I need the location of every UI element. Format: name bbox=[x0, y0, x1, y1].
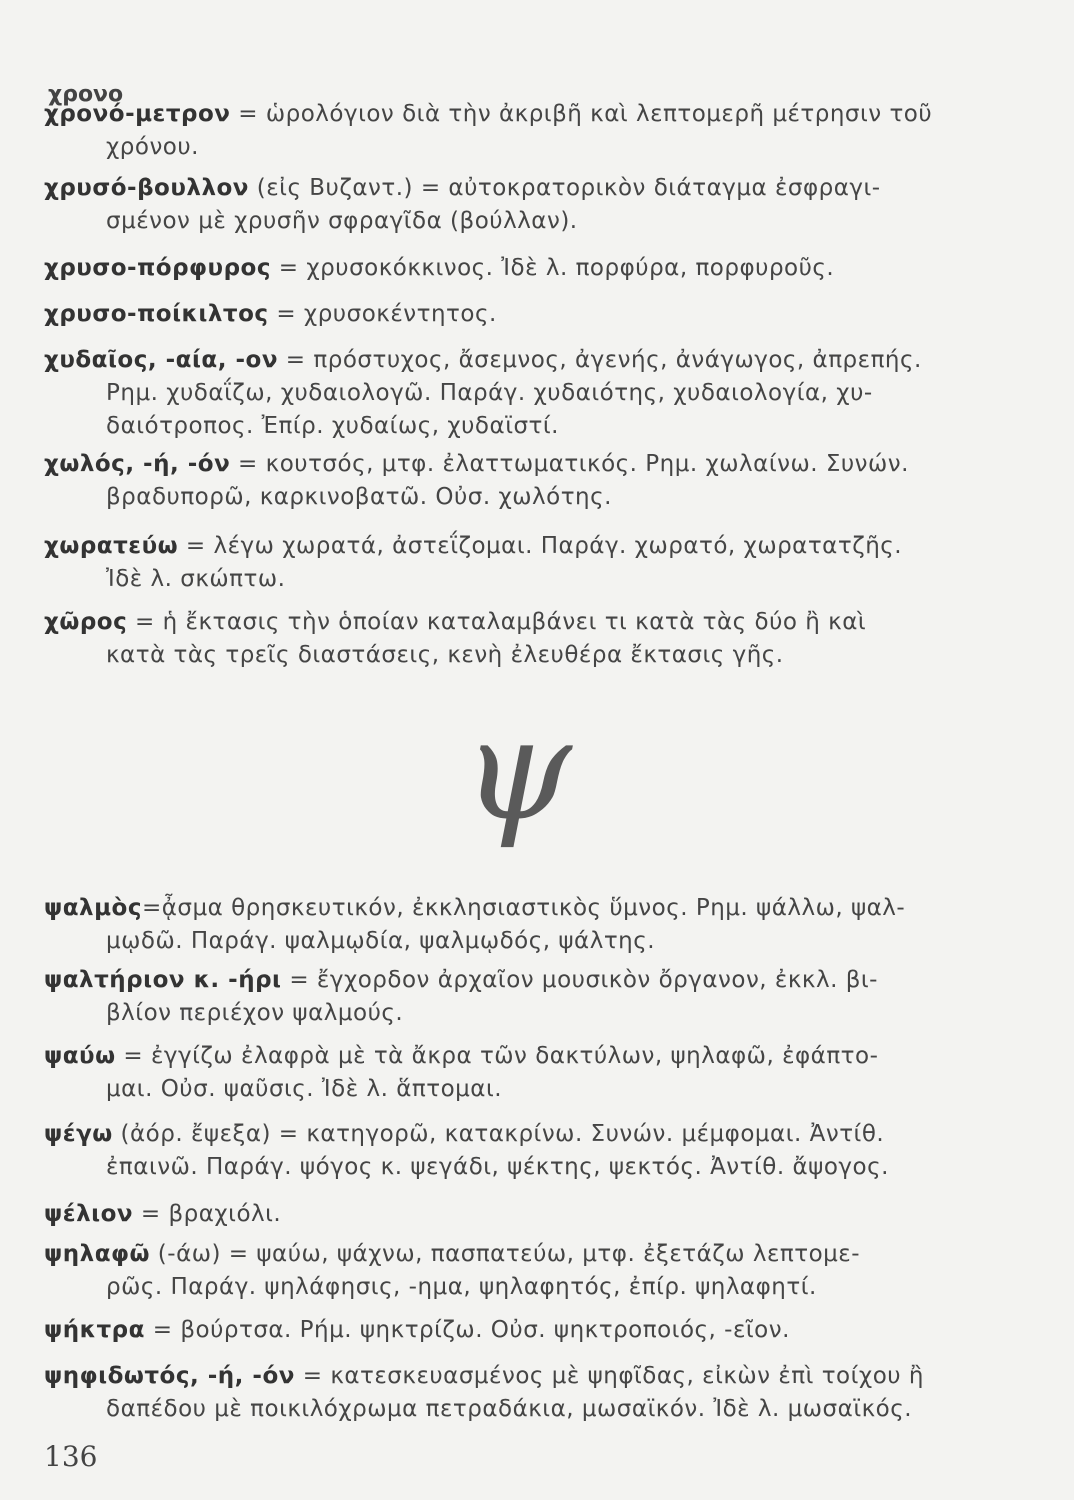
headword: ψαλμὸς bbox=[44, 895, 142, 921]
headword: ψαύω bbox=[44, 1043, 116, 1069]
definition: (εἰς Βυζαντ.) = αὐτοκρατορικὸν διάταγμα ἐσφραγι- bbox=[248, 175, 881, 201]
headword: ψέλιον bbox=[44, 1201, 134, 1227]
definition-continued: Ρημ. χυδαΐζω, χυδαιολογῶ. Παράγ. χυδαιότης, χυδαιολογία, χυ- bbox=[106, 380, 873, 406]
definition: = πρόστυχος, ἄσεμνος, ἀγενής, ἀνάγωγος, ἀπρεπής. bbox=[277, 347, 922, 373]
definition: (-άω) = ψαύω, ψάχνω, πασπατεύω, μτφ. ἐξετάζω λεπτομε- bbox=[149, 1241, 861, 1267]
section-letter-glyph: ψ bbox=[462, 700, 572, 850]
entry-cholos bbox=[44, 448, 994, 514]
entry-chorateuo bbox=[44, 530, 994, 596]
definition-continued: σμένον μὲ χρυσῆν σφραγῖδα (βούλλαν). bbox=[106, 208, 578, 234]
definition: = κουτσός, μτφ. ἐλαττωματικός. Ρημ. χωλαίνω. Συνών. bbox=[230, 451, 909, 477]
definition: = βραχιόλι. bbox=[133, 1201, 282, 1227]
definition: = χρυσοκέντητος. bbox=[268, 301, 497, 327]
definition-continued: δαιότροπος. Ἐπίρ. χυδαίως, χυδαϊστί. bbox=[106, 413, 559, 439]
definition-continued: κατὰ τὰς τρεῖς διαστάσεις, κενὴ ἐλευθέρα ἔκτασις γῆς. bbox=[106, 642, 784, 668]
headword: χρυσο-πόρφυρος bbox=[44, 255, 271, 281]
page-number: 136 bbox=[44, 1440, 98, 1473]
entry-psauo bbox=[44, 1040, 994, 1106]
definition-continued: μαι. Οὐσ. ψαῦσις. Ἰδὲ λ. ἅπτομαι. bbox=[106, 1076, 503, 1102]
entry-chrysovoullon bbox=[44, 172, 994, 238]
definition: = χρυσοκόκκινος. Ἰδὲ λ. πορφύρα, πορφυροῦς. bbox=[270, 255, 835, 281]
entry-psego bbox=[44, 1118, 994, 1184]
definition: =ᾆσμα θρησκευτικόν, ἐκκλησιαστικὸς ὕμνος. Ρημ. ψάλλω, ψαλ- bbox=[141, 895, 906, 921]
entry-chronometron bbox=[44, 98, 994, 164]
section-letter-psi bbox=[452, 700, 592, 850]
definition-continued: βλίον περιέχον ψαλμούς. bbox=[106, 1000, 404, 1026]
definition: (ἀόρ. ἔψεξα) = κατηγορῶ, κατακρίνω. Συνών. μέμφομαι. Ἀντίθ. bbox=[112, 1121, 885, 1147]
headword: ψηφιδωτός, -ή, -όν bbox=[44, 1363, 295, 1389]
headword: χρονό-μετρον bbox=[44, 101, 231, 127]
headword: χρυσό-βουλλον bbox=[44, 175, 249, 201]
definition: = ἐγγίζω ἐλαφρὰ μὲ τὰ ἄκρα τῶν δακτύλων, ψηλαφῶ, ἐφάπτο- bbox=[115, 1043, 879, 1069]
entry-chrysoporfyros bbox=[44, 252, 994, 285]
definition: = βούρτσα. Ρήμ. ψηκτρίζω. Οὐσ. ψηκτροποιός, -εῖον. bbox=[144, 1317, 790, 1343]
definition-continued: δαπέδου μὲ ποικιλόχρωμα πετραδάκια, μωσαϊκόν. Ἰδὲ λ. μωσαϊκός. bbox=[106, 1396, 913, 1422]
entry-chrysopoikiltos bbox=[44, 298, 994, 331]
definition: = κατεσκευασμένος μὲ ψηφῖδας, εἰκὼν ἐπὶ τοίχου ἢ bbox=[294, 1363, 924, 1389]
headword: ψήκτρα bbox=[44, 1317, 145, 1343]
headword: ψηλαφῶ bbox=[44, 1241, 150, 1267]
entry-choros bbox=[44, 606, 994, 672]
definition-continued: βραδυπορῶ, καρκινοβατῶ. Οὐσ. χωλότης. bbox=[106, 484, 612, 510]
headword: χυδαῖος, -αία, -ον bbox=[44, 347, 278, 373]
definition: = λέγω χωρατά, ἀστεΐζομαι. Παράγ. χωρατό, χωρατατζῆς. bbox=[178, 533, 903, 559]
entry-psilafo bbox=[44, 1238, 994, 1304]
definition: = ἡ ἔκτασις τὴν ὁποίαν καταλαμβάνει τι κατὰ τὰς δύο ἢ καὶ bbox=[127, 609, 867, 635]
definition-continued: μῳδῶ. Παράγ. ψαλμῳδία, ψαλμῳδός, ψάλτης. bbox=[106, 928, 656, 954]
headword: χωλός, -ή, -όν bbox=[44, 451, 231, 477]
headword: χρυσο-ποίκιλτος bbox=[44, 301, 269, 327]
definition-continued: χρόνου. bbox=[106, 134, 199, 160]
definition-continued: ἐπαινῶ. Παράγ. ψόγος κ. ψεγάδι, ψέκτης, ψεκτός. Ἀντίθ. ἄψογος. bbox=[106, 1154, 889, 1180]
entry-psifidotos bbox=[44, 1360, 994, 1426]
definition: = ἔγχορδον ἀρχαῖον μουσικὸν ὄργανον, ἐκκλ. βι- bbox=[281, 967, 878, 993]
entry-chydaios bbox=[44, 344, 994, 443]
headword: χωρατεύω bbox=[44, 533, 179, 559]
definition-continued: ρῶς. Παράγ. ψηλάφησις, -ημα, ψηλαφητός, ἐπίρ. ψηλαφητί. bbox=[106, 1274, 817, 1300]
entry-psalmos bbox=[44, 892, 994, 958]
definition: = ὡρολόγιον διὰ τὴν ἀκριβῆ καὶ λεπτομερῆ μέτρησιν τοῦ bbox=[230, 101, 933, 127]
headword: ψαλτήριον κ. -ήρι bbox=[44, 967, 282, 993]
headword: χῶρος bbox=[44, 609, 128, 635]
definition-continued: Ἰδὲ λ. σκώπτω. bbox=[106, 566, 286, 592]
entry-pselion bbox=[44, 1198, 994, 1231]
headword: ψέγω bbox=[44, 1121, 113, 1147]
entry-psalterion bbox=[44, 964, 994, 1030]
running-header: χρονο bbox=[48, 82, 124, 107]
entry-psiktra bbox=[44, 1314, 994, 1347]
